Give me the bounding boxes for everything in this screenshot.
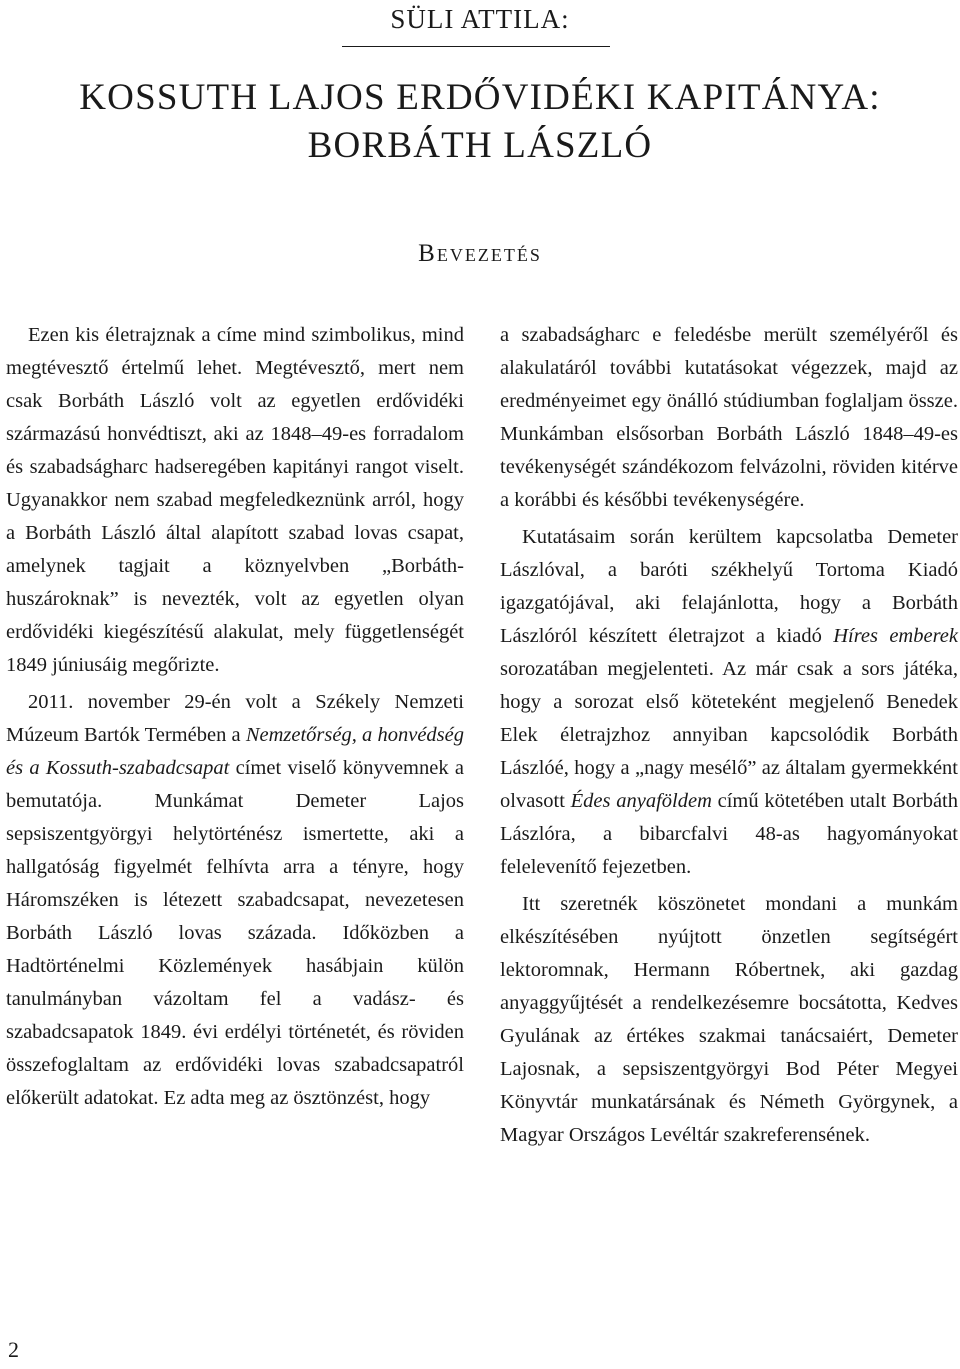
left-p2-book-title: Nemzetőrség, a honvédség és a Kossuth-szabadcsapat: [6, 724, 464, 779]
right-p2-text-c: című kötetében utalt Borbáth Lászlóra, a bibarcfalvi 48-as hagyományokat felelevenítő fejezetben.: [500, 790, 958, 878]
right-p2-text-b: sorozatában megjelenteti. Az már csak a sors játéka, hogy a sorozat első köteteként megjelenő Benedek Elek életrajzhoz annyiban kapcsolódik Borbáth Lászlóé, hogy a „nagy mesélő” az általam gyermekként olvasott: [500, 658, 958, 812]
author-divider: [342, 46, 610, 47]
author-name: SÜLI ATTILA:: [390, 4, 570, 34]
left-paragraph-2: [6, 686, 464, 1115]
left-column: [6, 319, 464, 1115]
right-p2-book-title: Édes anyaföldem: [570, 790, 712, 812]
right-paragraph-1: a szabadságharc e feledésbe merült személyéről és alakulatáról további kutatásokat végezzek, majd az eredményeimet egy önálló stúdiumban foglaljam össze. Munkámban elsősorban Borbáth László 1848–49-es tevékenységét szándékozom felvázolni, röviden kitérve a korábbi és későbbi tevékenységére.: [500, 324, 958, 511]
right-paragraph-3: Itt szeretnék köszönetet mondani a munkám elkészítésében nyújtott önzetlen segítségért lektoromnak, Hermann Róbertnek, aki gazdag anyaggyűjtését a rendelkezésemre bocsátotta, Kedves Gyulának az értékes szakmai tanácsaiért, Demeter Lajosnak, a sepsiszentgyörgyi Bod Péter Megyei Könyvtár munkatársának és Németh Györgynek, a Magyar Országos Levéltár szakreferensének.: [500, 893, 958, 1146]
right-p2-text-a: Kutatásaim során kerültem kapcsolatba Demeter Lászlóval, a baróti székhelyű Tortoma Kiadó igazgatójával, aki felajánlotta, hogy a Borbáth Lászlóról készített életrajzot a kiadó: [500, 526, 958, 647]
section-heading: Bevezetés: [418, 240, 542, 267]
right-column: [500, 319, 958, 1152]
right-paragraph-2: [500, 521, 958, 884]
page-title: [0, 74, 960, 170]
left-paragraph-1: Ezen kis életrajznak a címe mind szimbolikus, mind megtévesztő értelmű lehet. Megtévesztő, mert nem csak Borbáth László volt az egyetlen erdővidéki származású honvédtiszt, aki az 1848–49-es forradalom és szabadságharc hadseregében kapitányi rangot viselt. Ugyanakkor nem szabad megfeledkeznünk arról, hogy a Borbáth László által alapított szabad lovas csapat, amelynek tagjait a köznyelvben „Borbáth-huszároknak” is nevezték, volt az egyetlen olyan erdővidéki kiegészítésű alakulat, mely függetlenségét 1849 júniusáig megőrizte.: [6, 324, 464, 676]
page-number: 2: [8, 1337, 19, 1362]
title-line-1: KOSSUTH LAJOS ERDŐVIDÉKI KAPITÁNYA:: [79, 77, 881, 118]
title-line-2: BORBÁTH LÁSZLÓ: [307, 125, 653, 166]
right-p2-series-title: Híres emberek: [833, 625, 958, 647]
left-p2-text-b: címet viselő könyvemnek a bemutatója. Munkámat Demeter Lajos sepsiszentgyörgyi helytörténész ismertette, aki a hallgatóság figyelmét felhívta arra a tényre, hogy Háromszéken is létezett szabadcsapat, nevezetesen Borbáth László lovas százada. Időközben a Hadtörténelmi Közlemények hasábjain külön tanulmányban vázoltam fel a vadász- és szabadcsapatok 1849. évi erdélyi történetét, és röviden összefoglaltam az erdővidéki lovas szabadcsapatról előkerült adatokat. Ez adta meg az ösztönzést, hogy: [6, 757, 464, 1109]
left-p2-text-a: 2011. november 29-én volt a Székely Nemzeti Múzeum Bartók Termében a: [6, 691, 464, 746]
